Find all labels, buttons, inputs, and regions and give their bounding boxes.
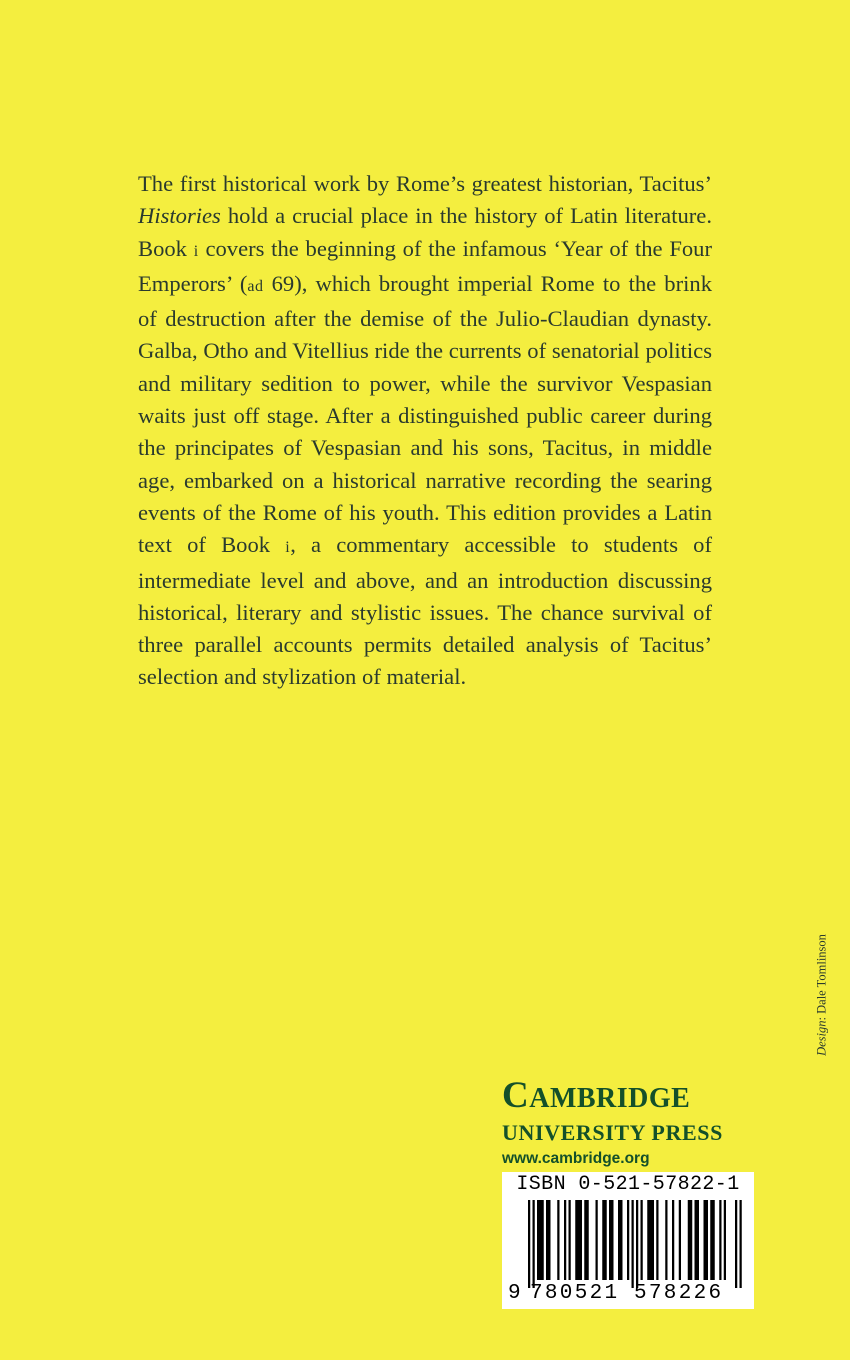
barcode-bar xyxy=(710,1200,715,1280)
blurb-era-abbrev: ad xyxy=(247,277,264,295)
barcode-bar xyxy=(679,1200,681,1280)
back-cover-blurb xyxy=(138,168,712,694)
blurb-title-italic: Histories xyxy=(138,203,221,229)
barcode-bar xyxy=(618,1200,623,1280)
barcode-bar xyxy=(688,1200,693,1280)
design-credit xyxy=(815,934,830,1056)
blurb-text-5: , a commentary accessible to students of intermediate level and above, and an introduction discussing historical, literary and stylistic issues. The chance survival of three parallel accounts permits detailed analysis of Tacitus’ selection and stylization of material. xyxy=(138,532,712,690)
barcode-bar xyxy=(596,1200,598,1280)
blurb-text-3: covers the beginning of the infamous ‘Year of the Four Emperors’ ( xyxy=(138,235,713,296)
barcode-bar xyxy=(665,1200,667,1280)
isbn-label: ISBN 0-521-57822-1 xyxy=(516,1173,740,1196)
barcode-guard-bar xyxy=(533,1200,535,1288)
publisher-name xyxy=(502,1076,762,1119)
barcode-guard-bar xyxy=(735,1200,737,1288)
blurb-text-2: hold a crucial place in the history of Latin literature. Book xyxy=(138,203,712,261)
blurb-book-numeral: i xyxy=(193,242,199,260)
barcode-bar xyxy=(724,1200,726,1280)
publisher-name-initial: C xyxy=(502,1075,530,1116)
barcode-guard-bar xyxy=(632,1200,634,1288)
barcode-bar xyxy=(647,1200,654,1280)
barcode-bar xyxy=(627,1200,629,1280)
barcode-bar xyxy=(704,1200,709,1280)
barcode-bar xyxy=(584,1200,589,1280)
barcode-bar xyxy=(641,1200,643,1280)
design-credit-name: Dale Tomlinson xyxy=(814,934,829,1014)
barcode-bar xyxy=(602,1200,607,1280)
barcode-digits-right: 578226 xyxy=(634,1282,724,1305)
barcode-digits-left: 780521 xyxy=(530,1282,620,1305)
barcode-bar xyxy=(537,1200,544,1280)
design-credit-sep: : xyxy=(814,1013,829,1021)
barcode-guard-bar xyxy=(636,1200,638,1288)
publisher-url: www.cambridge.org xyxy=(502,1150,650,1167)
barcode-bar xyxy=(569,1200,571,1280)
publisher-subtitle: UNIVERSITY PRESS xyxy=(502,1120,723,1145)
isbn-barcode xyxy=(502,1172,754,1309)
barcode-bar xyxy=(609,1200,614,1280)
publisher-logo xyxy=(502,1076,762,1170)
barcode-bar xyxy=(656,1200,658,1280)
barcode-bar xyxy=(557,1200,559,1280)
barcode-bar xyxy=(719,1200,721,1280)
publisher-name-rest: AMBRIDGE xyxy=(529,1083,691,1114)
barcode-bar xyxy=(546,1200,551,1280)
barcode-guard-bar xyxy=(740,1200,742,1288)
barcode-digit-lead: 9 xyxy=(508,1282,521,1305)
blurb-text-1: The first historical work by Rome’s greatest historian, Tacitus’ xyxy=(138,171,712,196)
barcode-bar xyxy=(564,1200,566,1280)
blurb-book-numeral-2: i xyxy=(285,539,291,557)
barcode-bar xyxy=(672,1200,674,1280)
design-credit-label: Design xyxy=(814,1020,829,1056)
blurb-text-4: 69), which brought imperial Rome to the brink of destruction after the demise of the Julio-Claudian dynasty. Galba, Otho and Vitellius ride the currents of senatorial politics and military sedition to power, while the survivor Vespasian waits just off stage. After a distinguished public career during the principates of Vespasian and his sons, Tacitus, in middle age, embarked on a historical narrative recording the searing events of the Rome of his youth. This edition provides a Latin text of Book xyxy=(138,270,713,558)
barcode-guard-bar xyxy=(528,1200,530,1288)
barcode-bar xyxy=(575,1200,582,1280)
barcode-bar xyxy=(695,1200,700,1280)
